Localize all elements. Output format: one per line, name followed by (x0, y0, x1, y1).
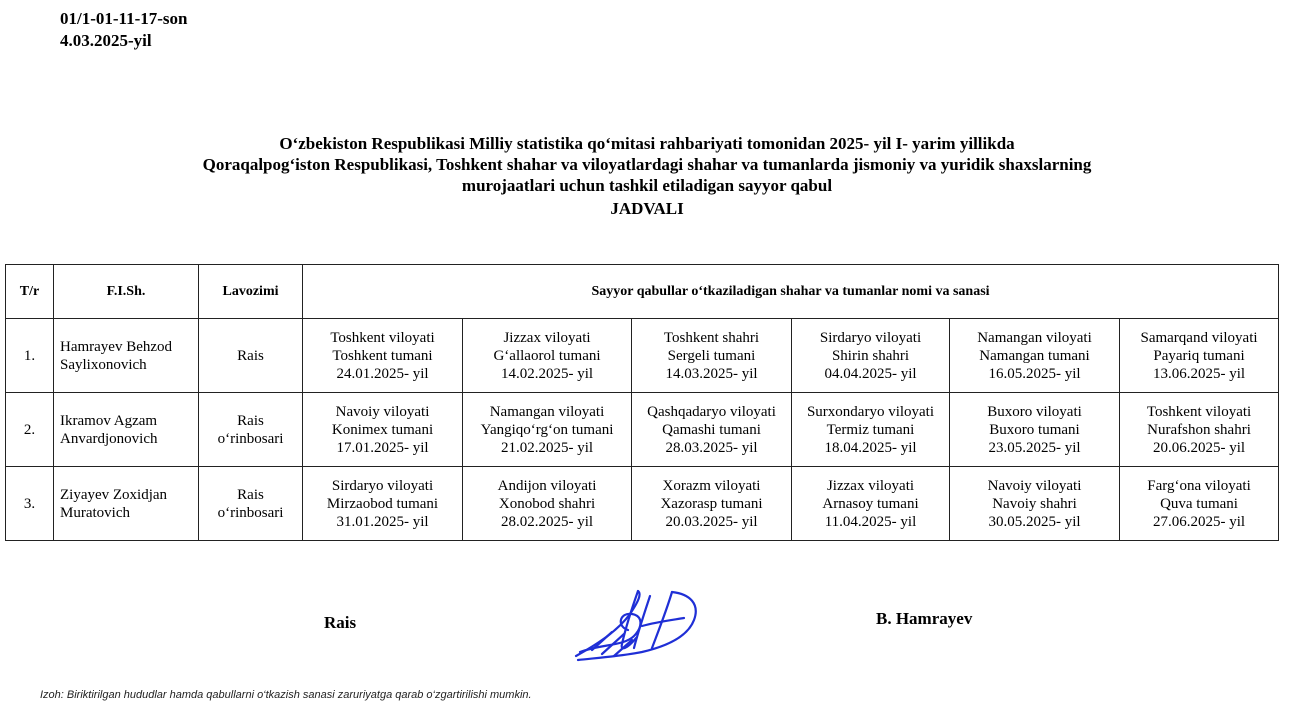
visit-cell (303, 467, 463, 541)
table-body (6, 319, 1279, 541)
handwritten-signature (572, 586, 704, 666)
table-row (6, 467, 1279, 541)
visit-cell-line: Xazorasp tumani (660, 495, 763, 512)
visit-cell-line: Nurafshon shahri (1147, 421, 1251, 438)
visit-cell-line: Namangan viloyati (489, 403, 605, 420)
visit-cell-line: 04.04.2025- yil (824, 365, 917, 382)
visit-cell-line: Navoiy shahri (992, 495, 1077, 512)
heading-title-jadvali: JADVALI (610, 199, 684, 218)
visit-cell-line: Buxoro tumani (989, 421, 1080, 438)
visit-cell-line: Termiz tumani (826, 421, 915, 438)
signatory-name: B. Hamrayev (876, 609, 973, 628)
visit-cell-line: Mirzaobod tumani (326, 495, 439, 512)
visit-cell (463, 393, 632, 467)
header-places: Sayyor qabullar o‘tkaziladigan shahar va tumanlar nomi va sanasi (303, 265, 1279, 319)
visit-cell (950, 319, 1120, 393)
table-row (6, 319, 1279, 393)
signatory-title: Rais (324, 613, 357, 632)
visit-cell-line: 14.02.2025- yil (500, 365, 594, 382)
person-name-line: Saylixonovich (60, 356, 147, 373)
visit-cell (632, 467, 792, 541)
visit-cell-line: 18.04.2025- yil (824, 439, 917, 456)
visit-cell-line: Sergeli tumani (667, 347, 756, 364)
person-name-line: Muratovich (60, 504, 130, 521)
visit-cell-line: Sirdaryo viloyati (331, 477, 434, 494)
visit-cell-line: Qamashi tumani (662, 421, 761, 438)
visit-cell (303, 393, 463, 467)
visit-cell-line: Navoiy viloyati (335, 403, 430, 420)
visit-cell (950, 467, 1120, 541)
visit-cell (1120, 393, 1279, 467)
table-row (6, 393, 1279, 467)
visit-cell (792, 467, 950, 541)
visit-cell-line: 11.04.2025- yil (824, 513, 917, 530)
person-position-line: o‘rinbosari (217, 430, 284, 447)
person-name-line: Ziyayev Zoxidjan (60, 486, 168, 503)
visit-cell-line: Arnasoy tumani (822, 495, 919, 512)
visit-cell-line: Namangan viloyati (977, 329, 1092, 346)
header-position: Lavozimi (199, 265, 303, 319)
visit-cell-line: G‘allaorol tumani (493, 347, 601, 364)
schedule-table (5, 264, 1279, 541)
visit-cell-line: Xonobod shahri (498, 495, 596, 512)
visit-cell-line: Surxondaryo viloyati (806, 403, 935, 420)
visit-cell-line: Toshkent tumani (332, 347, 433, 364)
table-header-row (6, 265, 1279, 319)
document-heading (60, 133, 1234, 219)
visit-cell-line: Konimex tumani (331, 421, 434, 438)
visit-cell (463, 319, 632, 393)
visit-cell (632, 393, 792, 467)
visit-cell-line: 20.03.2025- yil (665, 513, 758, 530)
document-date: 4.03.2025-yil (60, 31, 152, 50)
visit-cell-line: 27.06.2025- yil (1152, 513, 1246, 530)
visit-cell-line: 30.05.2025- yil (988, 513, 1081, 530)
visit-cell (1120, 319, 1279, 393)
visit-cell (1120, 467, 1279, 541)
header-name: F.I.Sh. (54, 265, 199, 319)
person-position-line: Rais (237, 347, 264, 364)
visit-cell-line: Buxoro viloyati (987, 403, 1082, 420)
document-number: 01/1-01-11-17-son (60, 9, 188, 28)
visit-cell-line: 14.03.2025- yil (665, 365, 758, 382)
document-reference (60, 8, 188, 52)
visit-cell (950, 393, 1120, 467)
visit-cell-line: Jizzax viloyati (826, 477, 915, 494)
visit-cell-line: Toshkent viloyati (1146, 403, 1252, 420)
visit-cell (303, 319, 463, 393)
visit-cell-line: Navoiy viloyati (987, 477, 1082, 494)
person-position (199, 467, 303, 541)
heading-line-1: O‘zbekiston Respublikasi Milliy statistika qo‘mitasi rahbariyati tomonidan 2025- yil I- yarim yillikda (279, 134, 1015, 153)
visit-cell-line: 28.02.2025- yil (500, 513, 594, 530)
visit-cell (792, 319, 950, 393)
visit-cell (463, 467, 632, 541)
header-num: T/r (6, 265, 54, 319)
person-name-line: Hamrayev Behzod (60, 338, 173, 355)
row-number: 3. (6, 467, 54, 541)
person-position (199, 393, 303, 467)
row-number: 2. (6, 393, 54, 467)
visit-cell-line: Yangiqo‘rg‘on tumani (480, 421, 614, 438)
person-position-line: o‘rinbosari (217, 504, 284, 521)
footnote: Izoh: Biriktirilgan hududlar hamda qabullarni o‘tkazish sanasi zaruriyatga qarab o‘zgartirilishi mumkin. (40, 689, 532, 701)
visit-cell-line: 23.05.2025- yil (988, 439, 1081, 456)
visit-cell-line: Toshkent viloyati (330, 329, 435, 346)
visit-cell-line: 31.01.2025- yil (336, 513, 429, 530)
visit-cell-line: 21.02.2025- yil (500, 439, 594, 456)
visit-cell-line: 17.01.2025- yil (336, 439, 429, 456)
visit-cell-line: Xorazm viloyati (662, 477, 761, 494)
visit-cell-line: 20.06.2025- yil (1152, 439, 1246, 456)
person-name (54, 319, 199, 393)
visit-cell-line: Shirin shahri (831, 347, 910, 364)
visit-cell-line: Toshkent shahri (663, 329, 760, 346)
visit-cell-line: 28.03.2025- yil (665, 439, 758, 456)
visit-cell-line: 13.06.2025- yil (1152, 365, 1246, 382)
person-name (54, 393, 199, 467)
visit-cell-line: Sirdaryo viloyati (819, 329, 922, 346)
person-name (54, 467, 199, 541)
person-position-line: Rais (237, 412, 264, 429)
visit-cell-line: Qashqadaryo viloyati (647, 403, 776, 420)
visit-cell-line: Payariq tumani (1153, 347, 1245, 364)
row-number: 1. (6, 319, 54, 393)
visit-cell-line: Namangan tumani (979, 347, 1090, 364)
visit-cell (792, 393, 950, 467)
visit-cell-line: Farg‘ona viloyati (1147, 477, 1251, 494)
visit-cell (632, 319, 792, 393)
person-name-line: Anvardjonovich (60, 430, 158, 447)
visit-cell-line: Andijon viloyati (497, 477, 597, 494)
person-name-line: Ikramov Agzam (60, 412, 158, 429)
signature-stroke (592, 632, 632, 656)
visit-cell-line: Jizzax viloyati (503, 329, 591, 346)
visit-cell-line: 16.05.2025- yil (988, 365, 1081, 382)
visit-cell-line: 24.01.2025- yil (336, 365, 429, 382)
person-position (199, 319, 303, 393)
heading-line-2: Qoraqalpog‘iston Respublikasi, Toshkent shahar va viloyatlardagi shahar va tumanlarda jismoniy va yuridik shaxslarning (202, 155, 1092, 174)
visit-cell-line: Samarqand viloyati (1140, 329, 1258, 346)
person-position-line: Rais (237, 486, 264, 503)
heading-line-3: murojaatlari uchun tashkil etiladigan sayyor qabul (461, 176, 833, 195)
visit-cell-line: Quva tumani (1160, 495, 1238, 512)
